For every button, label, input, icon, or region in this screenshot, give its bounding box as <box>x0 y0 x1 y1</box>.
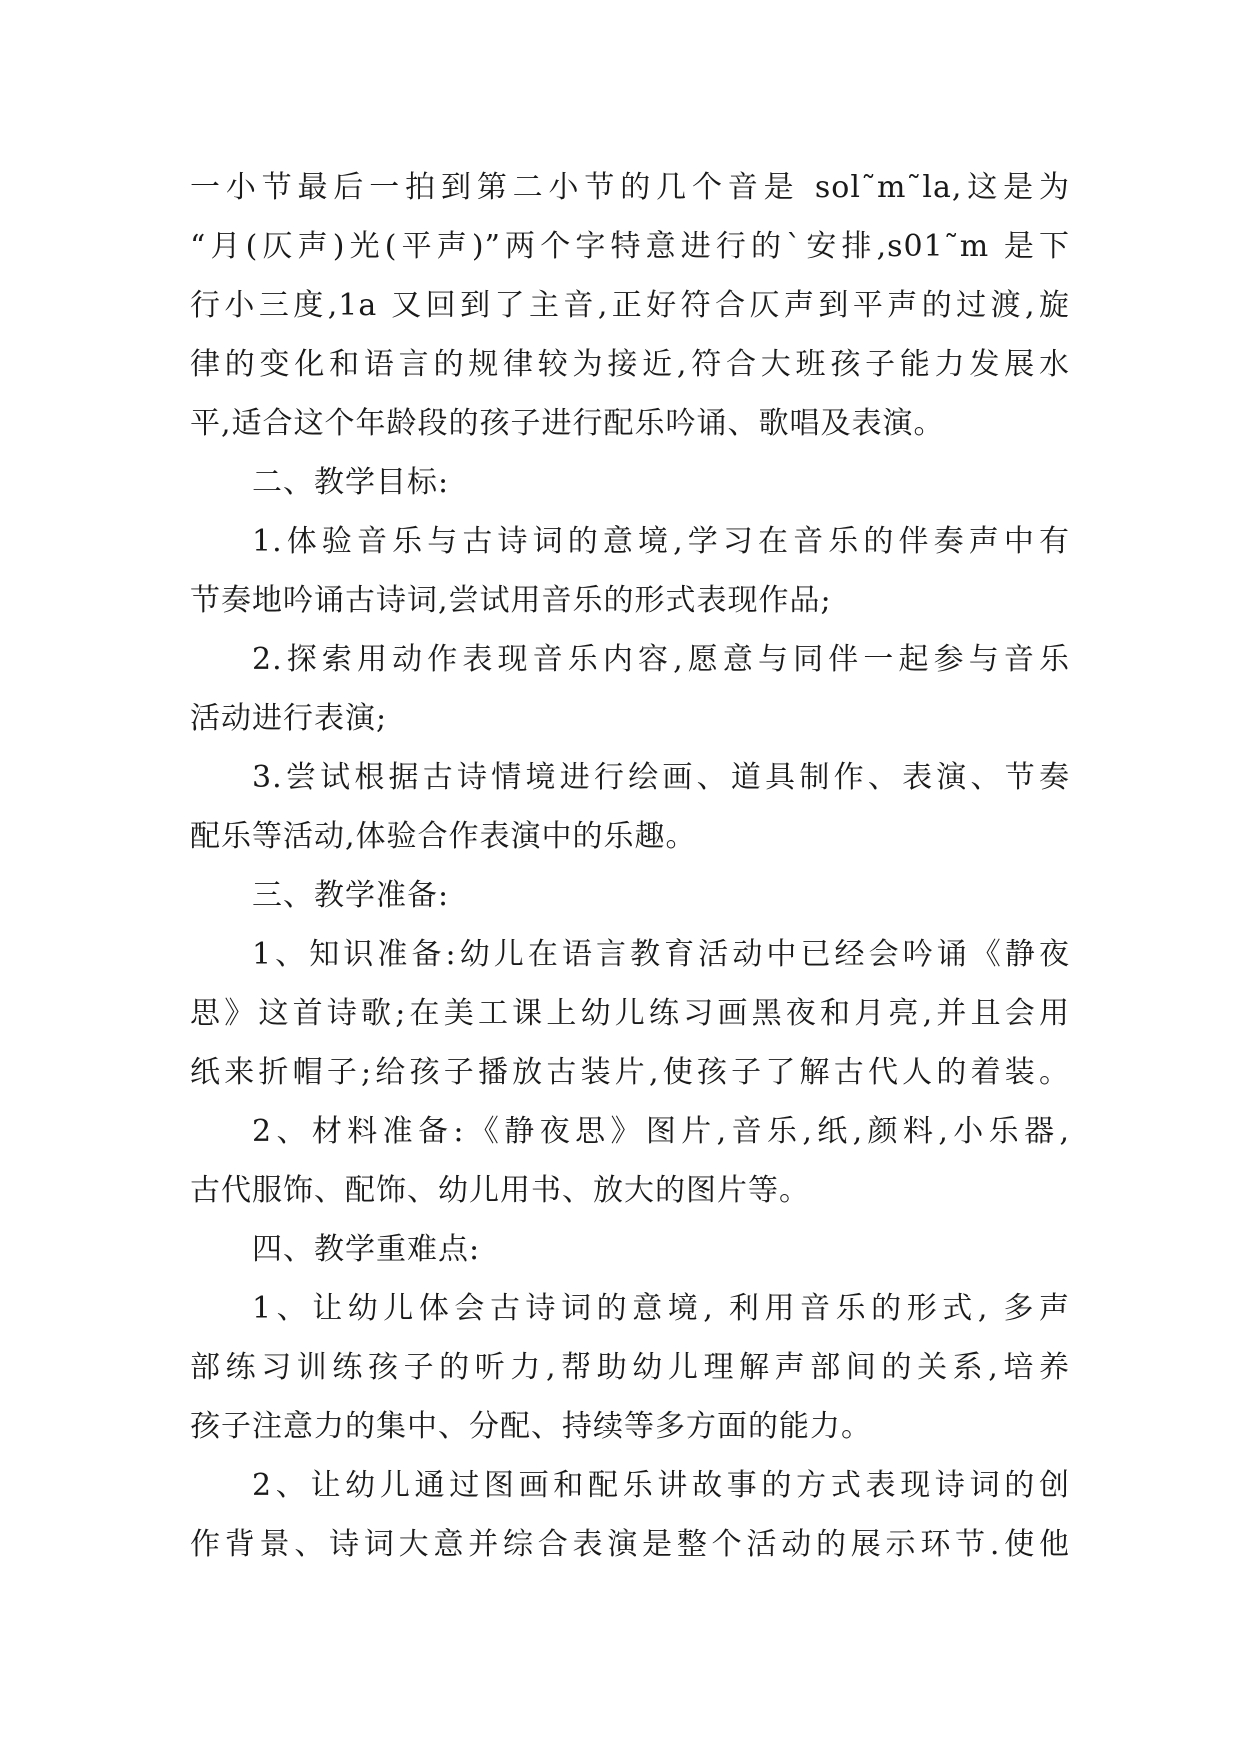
section-heading: 三、教学准备: <box>252 878 450 913</box>
text-line: 节奏地吟诵古诗词,尝试用音乐的形式表现作品; <box>190 583 832 618</box>
text-line: 2、材料准备:《静夜思》图片,音乐,纸,颜料,小乐器, <box>252 1114 1070 1149</box>
text-line: 一小节最后一拍到第二小节的几个音是 sol˜m˜la,这是为 <box>190 170 1070 205</box>
text-line: 律的变化和语言的规律较为接近,符合大班孩子能力发展水 <box>190 347 1070 382</box>
text-line: 纸来折帽子;给孩子播放古装片,使孩子了解古代人的着装。 <box>190 1055 1070 1090</box>
text-line: 作背景、诗词大意并综合表演是整个活动的展示环节.使他 <box>190 1527 1070 1562</box>
text-line: 1、让幼儿体会古诗词的意境, 利用音乐的形式, 多声 <box>252 1291 1070 1326</box>
section-heading: 四、教学重难点: <box>252 1232 481 1267</box>
text-line: 1、知识准备:幼儿在语言教育活动中已经会吟诵《静夜 <box>252 937 1070 972</box>
text-line: 活动进行表演; <box>190 701 388 736</box>
text-line: 思》这首诗歌;在美工课上幼儿练习画黑夜和月亮,并且会用 <box>190 996 1070 1031</box>
text-line: 古代服饰、配饰、幼儿用书、放大的图片等。 <box>190 1173 810 1208</box>
text-line: 1.体验音乐与古诗词的意境,学习在音乐的伴奏声中有 <box>252 524 1070 559</box>
text-line: 行小三度,1a 又回到了主音,正好符合仄声到平声的过渡,旋 <box>190 288 1070 323</box>
text-line: 2.探索用动作表现音乐内容,愿意与同伴一起参与音乐 <box>252 642 1070 677</box>
text-line: “月(仄声)光(平声)”两个字特意进行的`安排,s01˜m 是下 <box>190 229 1070 264</box>
text-line: 配乐等活动,体验合作表演中的乐趣。 <box>190 819 697 854</box>
text-line: 2、让幼儿通过图画和配乐讲故事的方式表现诗词的创 <box>252 1468 1070 1503</box>
text-line: 孩子注意力的集中、分配、持续等多方面的能力。 <box>190 1409 872 1444</box>
text-line: 3.尝试根据古诗情境进行绘画、道具制作、表演、节奏 <box>252 760 1070 795</box>
text-line: 部练习训练孩子的听力,帮助幼儿理解声部间的关系,培养 <box>190 1350 1070 1385</box>
text-line: 平,适合这个年龄段的孩子进行配乐吟诵、歌唱及表演。 <box>190 406 945 441</box>
document-body <box>190 158 1070 1574</box>
section-heading: 二、教学目标: <box>252 465 450 500</box>
